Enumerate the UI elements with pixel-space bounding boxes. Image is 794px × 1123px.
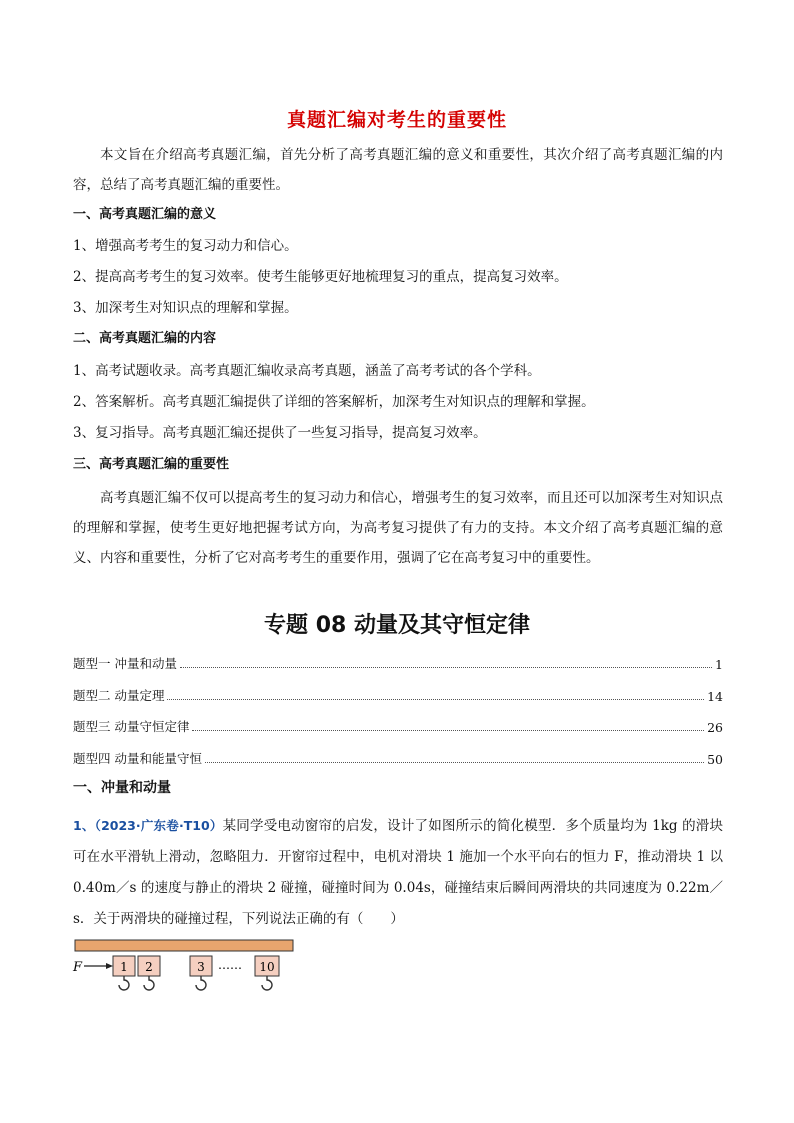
hook-icon bbox=[262, 976, 272, 990]
toc-entry-4[interactable] bbox=[73, 747, 723, 767]
toc-page: 1 bbox=[715, 657, 723, 672]
force-arrowhead bbox=[106, 963, 113, 969]
hook-icon bbox=[196, 976, 206, 990]
toc-label: 题型一 冲量和动量 bbox=[73, 656, 177, 671]
block-label: 2 bbox=[145, 960, 153, 974]
question-1 bbox=[73, 810, 723, 935]
section-heading-3: 三、高考真题汇编的重要性 bbox=[73, 457, 230, 472]
list-item: 3、复习指导。高考真题汇编还提供了一些复习指导，提高复习效率。 bbox=[73, 425, 487, 441]
list-item: 2、提高高考考生的复习效率。使考生能够更好地梳理复习的重点，提高复习效率。 bbox=[73, 269, 568, 285]
hook-icon bbox=[144, 976, 154, 990]
block-10 bbox=[255, 956, 279, 990]
block-3 bbox=[190, 956, 212, 990]
intro-summary: 本文旨在介绍高考真题汇编，首先分析了高考真题汇编的意义和重要性，其次介绍了高考真题汇编的内容，总结了高考真题汇编的重要性。 bbox=[73, 147, 723, 193]
section-heading-1: 一、高考真题汇编的意义 bbox=[73, 207, 217, 222]
list-item: 3、加深考生对知识点的理解和掌握。 bbox=[73, 300, 298, 316]
ellipsis: …… bbox=[218, 958, 242, 972]
block-label: 10 bbox=[259, 960, 275, 974]
slider-model-figure bbox=[70, 935, 310, 1005]
toc-page: 50 bbox=[707, 752, 723, 767]
question-number: 1、 bbox=[73, 818, 95, 833]
toc-page: 14 bbox=[707, 689, 723, 704]
toc-entry-3[interactable] bbox=[73, 715, 723, 735]
topic-title: 专题 08 动量及其守恒定律 bbox=[264, 613, 530, 638]
intro-conclusion: 高考真题汇编不仅可以提高考生的复习动力和信心，增强考生的复习效率，而且还可以加深考生对知识点的理解和掌握，使考生更好地把握考试方向，为高考复习提供了有力的支持。本文介绍了高考真题汇编的意义、内容和重要性，分析了它对高考考生的重要作用，强调了它在高考复习中的重要性。 bbox=[73, 490, 723, 566]
question-text: 某同学受电动窗帘的启发，设计了如图所示的简化模型．多个质量均为 1kg 的滑块可在水平滑轨上滑动，忽略阻力．开窗帘过程中，电机对滑块 1 施加一个水平向右的恒力 F，推动滑块 1 以 0.40m／s 的速度与静止的滑块 2 碰撞，碰撞时间为 0.04s，碰撞结束后瞬间两滑块的共同速度为 0.22m／s．关于两滑块的碰撞过程，下列说法正确的有（ ） bbox=[73, 818, 723, 927]
toc-page: 26 bbox=[707, 720, 723, 735]
intro-title: 真题汇编对考生的重要性 bbox=[286, 109, 507, 131]
toc-entry-1[interactable] bbox=[73, 652, 723, 672]
toc-entry-2[interactable] bbox=[73, 684, 723, 704]
list-item: 1、高考试题收录。高考真题汇编收录高考真题，涵盖了高考考试的各个学科。 bbox=[73, 363, 541, 379]
block-label: 1 bbox=[120, 960, 128, 974]
section-heading-2: 二、高考真题汇编的内容 bbox=[73, 331, 217, 346]
toc-leader bbox=[167, 699, 704, 700]
toc-leader bbox=[180, 667, 712, 668]
list-item: 1、增强高考考生的复习动力和信心。 bbox=[73, 238, 298, 254]
force-label: F bbox=[73, 960, 83, 975]
toc-leader bbox=[205, 762, 704, 763]
block-1 bbox=[113, 956, 135, 990]
list-item: 2、答案解析。高考真题汇编提供了详细的答案解析，加深考生对知识点的理解和掌握。 bbox=[73, 394, 595, 410]
topic-section-heading: 一、冲量和动量 bbox=[73, 780, 171, 796]
toc-label: 题型三 动量守恒定律 bbox=[73, 719, 190, 734]
toc-label: 题型二 动量定理 bbox=[73, 688, 165, 703]
question-source: （2023·广东卷·T10） bbox=[94, 818, 223, 833]
hook-icon bbox=[119, 976, 129, 990]
toc-label: 题型四 动量和能量守恒 bbox=[73, 751, 202, 766]
block-label: 3 bbox=[197, 960, 205, 974]
block-2 bbox=[138, 956, 160, 990]
toc-leader bbox=[192, 730, 704, 731]
rail bbox=[75, 940, 293, 951]
